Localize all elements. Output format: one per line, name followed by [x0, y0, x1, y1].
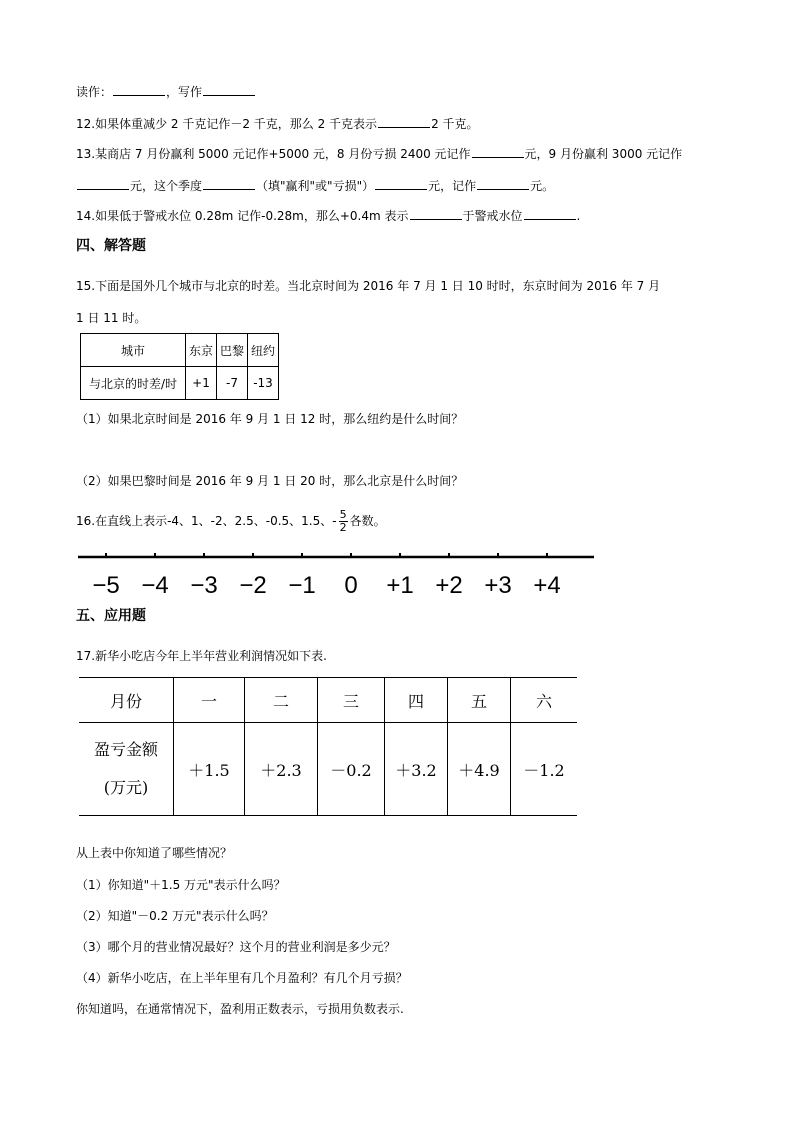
answer-blank[interactable] [410, 207, 462, 220]
table-cell: －1.2 [511, 723, 578, 816]
table-cell: +1 [186, 367, 217, 400]
answer-blank[interactable] [472, 145, 524, 158]
question-17-part3: （3）哪个月的营业情况最好？这个月的营业利润是多少元？ [76, 940, 396, 954]
question-12: 12.如果体重减少 2 千克记作－2 千克，那么 2 千克表示 2 千克。 [76, 117, 479, 131]
table-cell: -7 [217, 367, 248, 400]
number-line-label: −4 [141, 572, 169, 599]
table-row [79, 678, 577, 723]
number-line-label: −3 [190, 572, 218, 599]
table-cell: 与北京的时差/时 [81, 367, 186, 400]
table-row [81, 367, 279, 400]
question-17-intro: 17.新华小吃店今年上半年营业利润情况如下表. [76, 649, 327, 663]
table-cell: ＋4.9 [448, 723, 511, 816]
number-line-label: 0 [344, 572, 358, 599]
answer-blank[interactable] [203, 177, 255, 190]
q11-continued [76, 82, 256, 102]
fraction: $\frac{5}{2}$ [339, 508, 347, 534]
question-13-line1: 13.某商店 7 月份赢利 5000 元记作+5000 元，8 月份亏损 2400 元记作 元，9 月份赢利 3000 元记作 [76, 147, 683, 161]
table-cell: 盈亏金额 (万元) [79, 723, 174, 816]
table-cell: ＋3.2 [385, 723, 448, 816]
write-label: ，写作 [166, 85, 203, 99]
table-cell: 巴黎 [217, 334, 248, 367]
answer-blank[interactable] [203, 83, 255, 96]
number-line-label: +2 [435, 572, 463, 599]
table-cell: 城市 [81, 334, 186, 367]
table-cell: 二 [245, 678, 318, 723]
time-difference-table [80, 333, 279, 400]
table-cell: 东京 [186, 334, 217, 367]
number-line-label: +4 [533, 572, 561, 599]
answer-blank[interactable] [77, 177, 129, 190]
table-cell: －0.2 [318, 723, 385, 816]
number-line-label: +1 [386, 572, 414, 599]
question-17-ask: 从上表中你知道了哪些情况？ [76, 846, 233, 860]
answer-blank[interactable] [375, 177, 427, 190]
question-17-note: 你知道吗，在通常情况下，盈利用正数表示，亏损用负数表示. [76, 1002, 404, 1016]
question-16: 16.在直线上表示-4、1、-2、2.5、-0.5、1.5、- $\frac{5}{2}$ 各数。 [76, 508, 386, 534]
read-label: 读作： [76, 85, 113, 99]
table-cell: 纽约 [248, 334, 279, 367]
number-line-label: −2 [239, 572, 267, 599]
table-cell: 六 [511, 678, 578, 723]
question-17-part4: （4）新华小吃店，在上半年里有几个月盈利？有几个月亏损？ [76, 971, 408, 985]
table-cell: ＋1.5 [174, 723, 245, 816]
profit-table [79, 677, 577, 816]
question-17-part1: （1）你知道"＋1.5 万元"表示什么吗？ [76, 878, 286, 892]
table-cell: 一 [174, 678, 245, 723]
answer-blank[interactable] [477, 177, 529, 190]
question-17-part2: （2）知道"－0.2 万元"表示什么吗？ [76, 909, 274, 923]
table-cell: ＋2.3 [245, 723, 318, 816]
question-15-part1: （1）如果北京时间是 2016 年 9 月 1 日 12 时，那么纽约是什么时间？ [76, 412, 464, 426]
number-line-label: +3 [484, 572, 512, 599]
question-15-line1: 15.下面是国外几个城市与北京的时差。当北京时间为 2016 年 7 月 1 日 10 时时，东京时间为 2016 年 7 月 [76, 279, 661, 293]
number-line-label: −1 [288, 572, 316, 599]
answer-blank[interactable] [524, 207, 576, 220]
section-4-heading: 四、解答题 [76, 238, 146, 254]
answer-blank[interactable] [378, 115, 430, 128]
table-cell: 三 [318, 678, 385, 723]
question-13-line2: 元，这个季度 （填"赢利"或"亏损"） 元，记作 元。 [76, 176, 554, 196]
table-cell: 月份 [79, 678, 174, 723]
table-cell: 四 [385, 678, 448, 723]
number-line-label: −5 [92, 572, 120, 599]
table-cell: -13 [248, 367, 279, 400]
table-row [79, 723, 577, 816]
number-line [76, 553, 596, 603]
question-15-part2: （2）如果巴黎时间是 2016 年 9 月 1 日 20 时，那么北京是什么时间？ [76, 474, 464, 488]
table-cell: 五 [448, 678, 511, 723]
answer-blank[interactable] [113, 83, 165, 96]
section-5-heading: 五、应用题 [76, 608, 146, 624]
table-row [81, 334, 279, 367]
question-14: 14.如果低于警戒水位 0.28m 记作-0.28m，那么+0.4m 表示 于警戒水位 . [76, 209, 581, 223]
question-15-line2: 1 日 11 时。 [76, 311, 147, 325]
